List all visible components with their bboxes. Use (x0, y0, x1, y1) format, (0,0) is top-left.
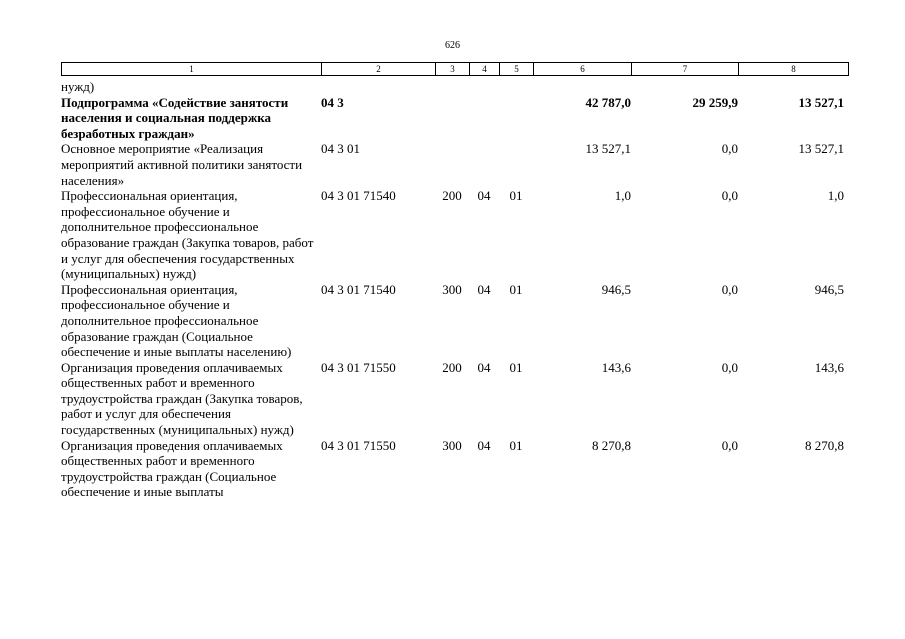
row-col3 (435, 141, 469, 188)
row-col4 (469, 141, 499, 188)
row-col6: 946,5 (601, 281, 631, 297)
row-code: 04 3 01 (321, 141, 360, 157)
column-header-3: 3 (436, 63, 470, 75)
row-code: 04 3 01 71550 (321, 437, 396, 453)
row-col3 (435, 79, 469, 95)
row-col3: 200 (442, 359, 462, 375)
row-col8: 13 527,1 (798, 141, 844, 157)
row-col7: 29 259,9 (692, 94, 738, 110)
row-col6: 143,6 (601, 359, 631, 375)
row-col4: 04 (477, 359, 491, 375)
row-col8: 1,0 (827, 188, 844, 204)
row-col5: 01 (509, 188, 523, 204)
row-name: Профессиональная ориентация, профессиональное обучение и дополнительное профессиональное образование граждан (Социальное обеспечение и иные выплаты населению) (61, 281, 292, 360)
row-col7: 0,0 (721, 359, 738, 375)
row-col8: 8 270,8 (805, 437, 844, 453)
row-col3: 200 (442, 188, 462, 204)
column-header-1: 1 (62, 63, 322, 75)
row-col3 (435, 95, 469, 142)
row-col3: 300 (442, 281, 462, 297)
row-code: 04 3 01 71540 (321, 188, 396, 204)
row-code: 04 3 01 71540 (321, 281, 396, 297)
row-col6 (533, 79, 631, 95)
row-col8: 13 527,1 (798, 94, 844, 110)
row-col5: 01 (509, 437, 523, 453)
row-col4: 04 (477, 437, 491, 453)
row-col7: 0,0 (721, 281, 738, 297)
column-header-2: 2 (322, 63, 436, 75)
row-name: нужд) (61, 79, 95, 94)
row-col4 (469, 79, 499, 95)
row-col7: 0,0 (721, 437, 738, 453)
table-row (61, 141, 851, 188)
table-row (61, 79, 851, 95)
column-header-8: 8 (791, 64, 796, 74)
table-header (61, 62, 849, 76)
row-col6: 1,0 (614, 188, 631, 204)
table-row (61, 360, 851, 438)
row-code: 04 3 01 71550 (321, 359, 396, 375)
table-row (61, 95, 851, 142)
row-col7: 0,0 (721, 141, 738, 157)
row-col8: 143,6 (814, 359, 844, 375)
row-col7 (631, 79, 738, 95)
row-col6: 42 787,0 (585, 94, 631, 110)
row-col4: 04 (477, 281, 491, 297)
table-row (61, 438, 851, 500)
row-name: Организация проведения оплачиваемых общественных работ и временного трудоустройства граждан (Социальное обеспечение и иные выплаты (61, 437, 283, 500)
row-col7: 0,0 (721, 188, 738, 204)
row-col5 (499, 79, 533, 95)
row-col4: 04 (477, 188, 491, 204)
row-name: Профессиональная ориентация, профессиональное обучение и дополнительное профессиональное образование граждан (Закупка товаров, работ и услуг для обеспечения государственных (муниципальных) нужд) (61, 188, 314, 282)
row-code: 04 3 (321, 94, 344, 110)
page-number: 626 (445, 40, 460, 51)
row-col6: 13 527,1 (585, 141, 631, 157)
row-col3: 300 (442, 437, 462, 453)
column-header-7: 7 (632, 63, 739, 75)
row-col8: 946,5 (814, 281, 844, 297)
table-body (61, 79, 851, 500)
row-col8 (738, 79, 844, 95)
row-code (321, 79, 435, 95)
row-col6: 8 270,8 (592, 437, 631, 453)
row-col5: 01 (509, 281, 523, 297)
row-name: Подпрограмма «Содействие занятости населения и социальная поддержка безработных граждан» (61, 94, 289, 141)
row-name: Основное мероприятие «Реализация мероприятий активной политики занятости населения» (61, 141, 303, 188)
row-col5 (499, 141, 533, 188)
column-header-6: 6 (534, 63, 632, 75)
row-col5: 01 (509, 359, 523, 375)
row-name: Организация проведения оплачиваемых общественных работ и временного трудоустройства граждан (Закупка товаров, работ и услуг для обеспечения государственных (муниципальных) нужд) (61, 359, 303, 438)
row-col4 (469, 95, 499, 142)
table-row (61, 188, 851, 282)
column-header-5: 5 (500, 63, 534, 75)
table-row (61, 282, 851, 360)
column-header-4: 4 (470, 63, 500, 75)
row-col5 (499, 95, 533, 142)
